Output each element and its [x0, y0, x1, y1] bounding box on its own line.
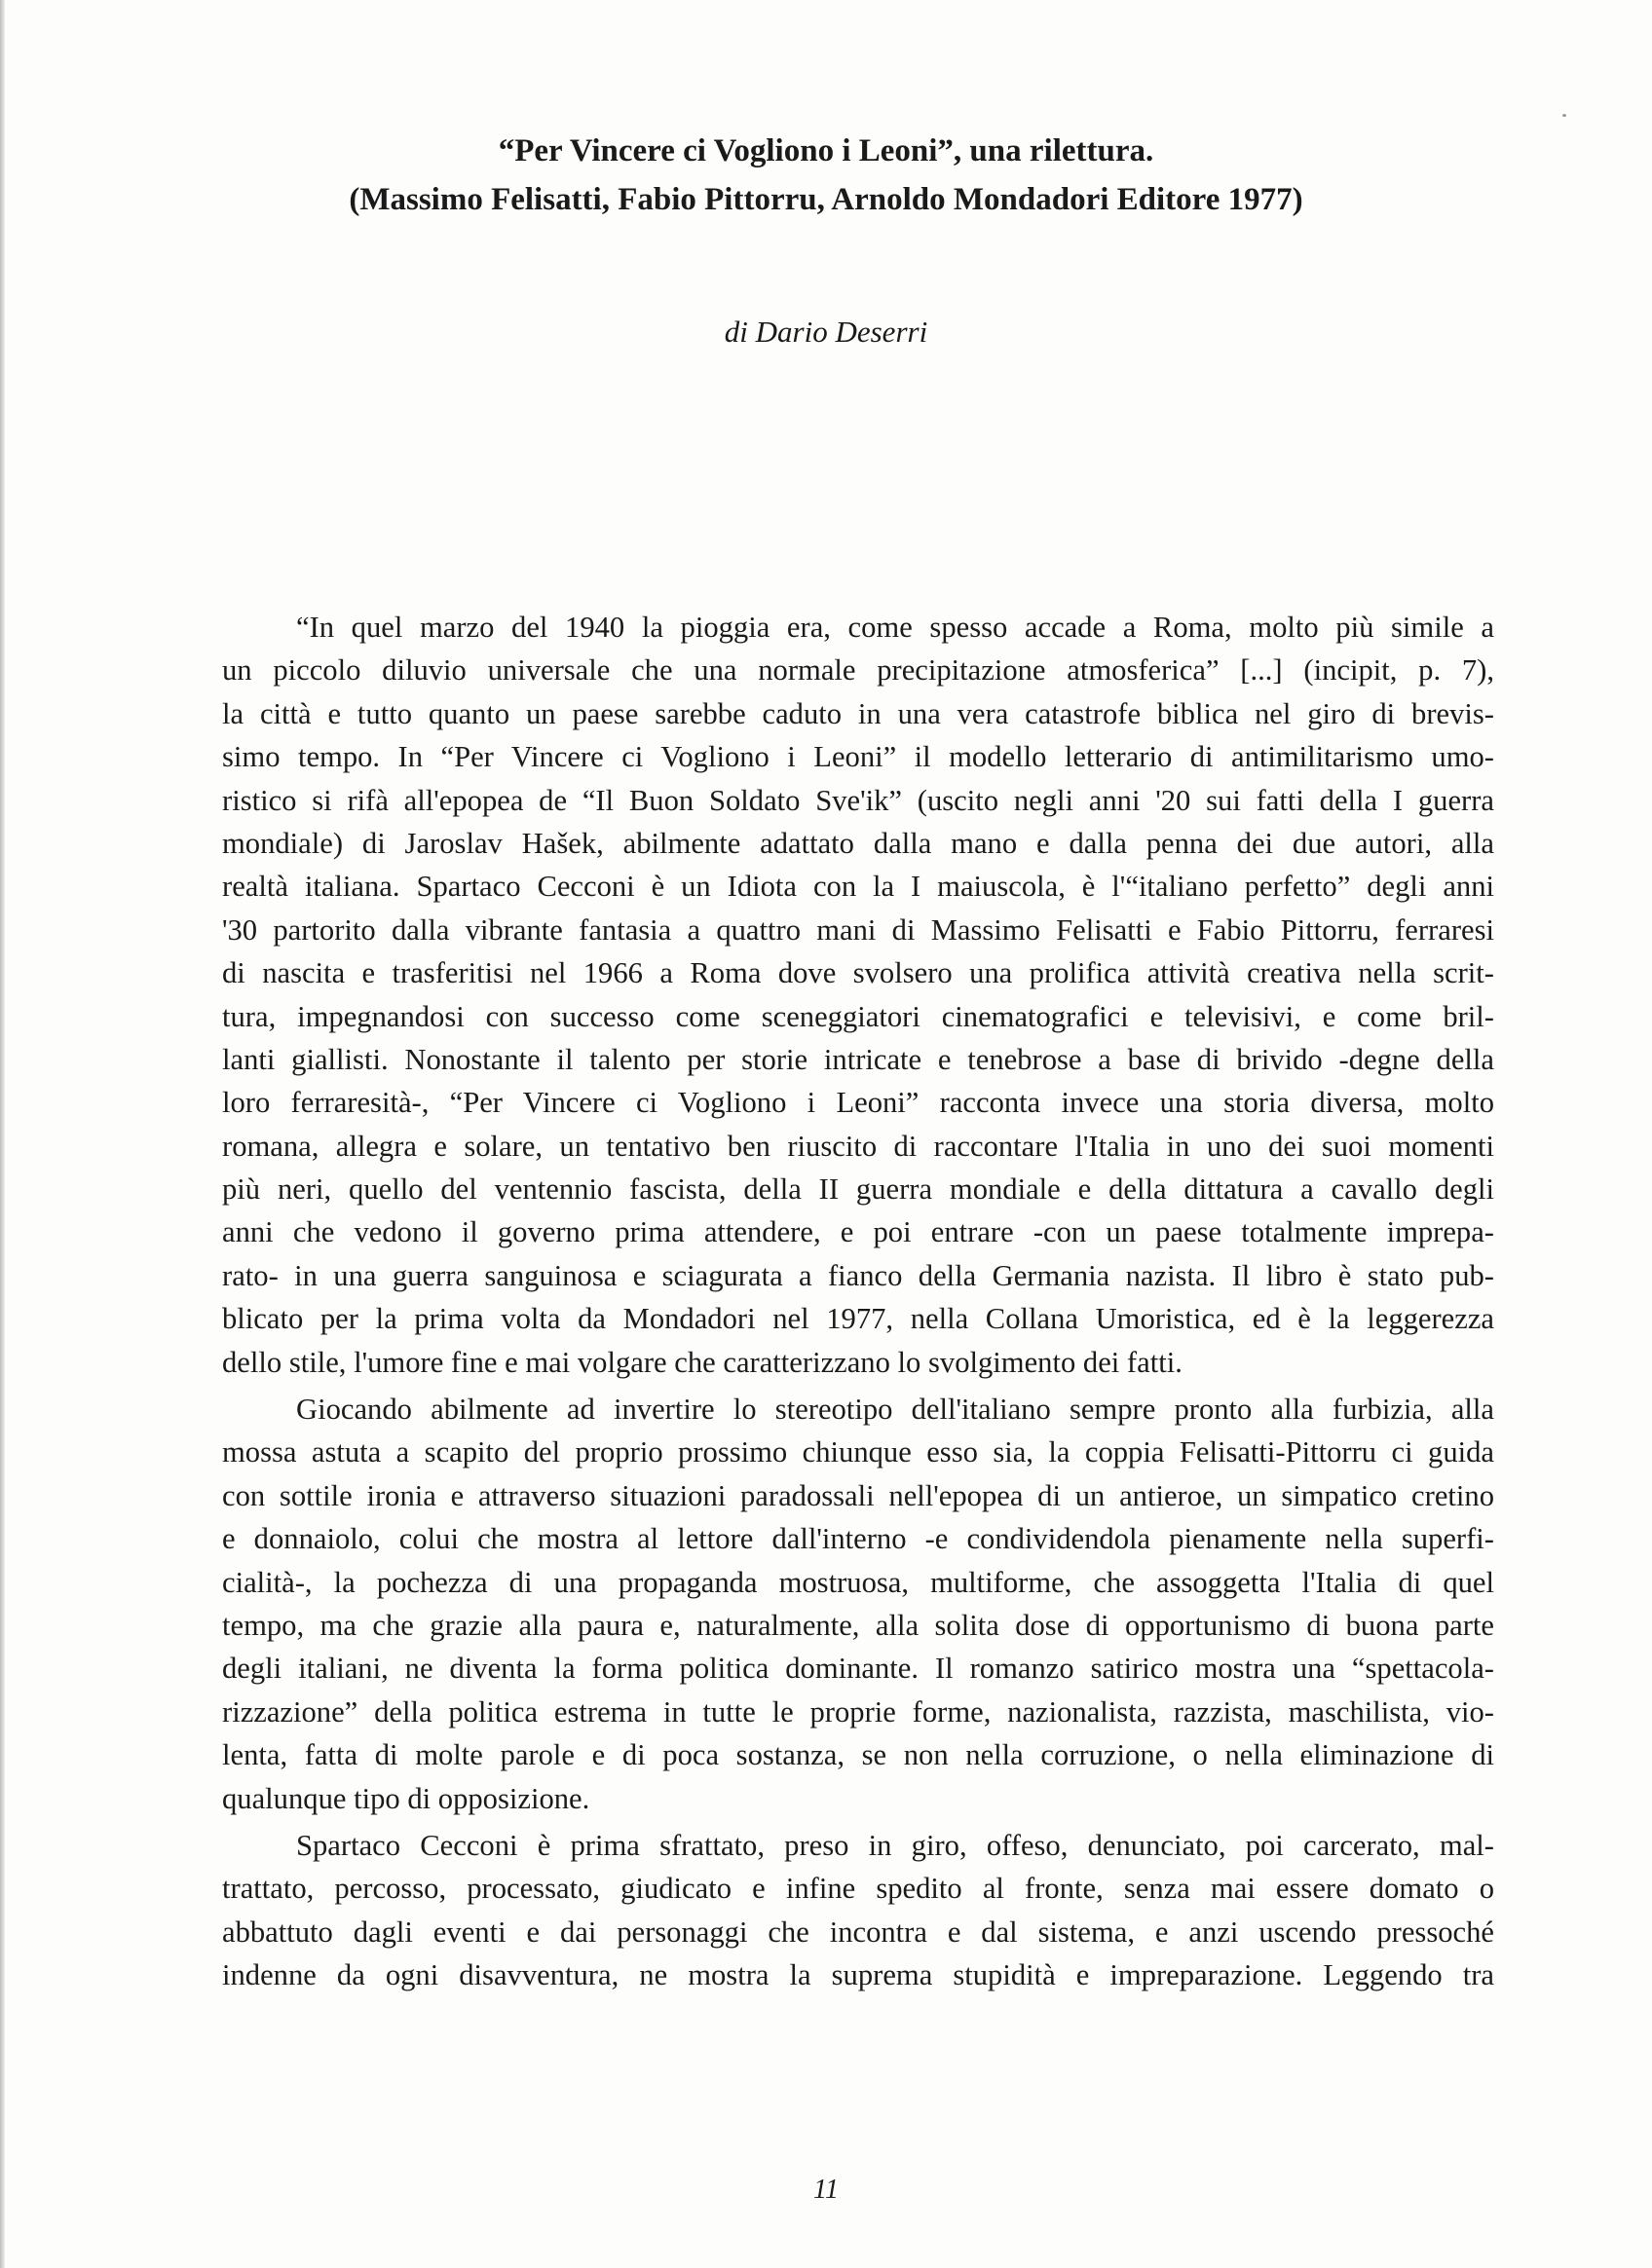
paragraph — [222, 606, 1494, 1384]
text-line: qualunque tipo di opposizione. — [222, 1781, 590, 1815]
text-line: con sottile ironia e attraverso situazioni paradossali nell'epopea di un antieroe, un simpatico cretino — [222, 1478, 1494, 1512]
text-line: anni che vedono il governo prima attendere, e poi entrare -con un paese totalmente imprepa- — [222, 1215, 1494, 1249]
text-line: più neri, quello del ventennio fascista, della II guerra mondiale e della dittatura a cavallo degli — [222, 1172, 1494, 1207]
text-line: dello stile, l'umore fine e mai volgare che caratterizzano lo svolgimento dei fatti. — [222, 1345, 1183, 1379]
text-line: simo tempo. In “Per Vincere ci Vogliono i Leoni” il modello letterario di antimilitarismo umo- — [222, 740, 1494, 774]
text-line: loro ferraresità-, “Per Vincere ci Vogliono i Leoni” racconta invece una storia diversa, molto — [222, 1086, 1494, 1120]
text-line: mossa astuta a scapito del proprio prossimo chiunque esso sia, la coppia Felisatti-Pittorru ci guida — [222, 1435, 1494, 1469]
text-line: romana, allegra e solare, un tentativo ben riuscito di raccontare l'Italia in uno dei suoi momenti — [222, 1129, 1494, 1163]
text-line: di nascita e trasferitisi nel 1966 a Roma dove svolsero una prolifica attività creativa nella scrit- — [222, 956, 1494, 990]
paragraph — [222, 1388, 1494, 1820]
text-line: lenta, fatta di molte parole e di poca sostanza, se non nella corruzione, o nella eliminazione di — [222, 1738, 1494, 1772]
text-line: ristico si rifà all'epopea de “Il Buon Soldato Sve'ik” (uscito negli anni '20 sui fatti della I guerra — [222, 783, 1494, 817]
article-subtitle: (Massimo Felisatti, Fabio Pittorru, Arnoldo Mondadori Editore 1977) — [349, 182, 1303, 217]
text-line: mondiale) di Jaroslav Hašek, abilmente adattato dalla mano e dalla penna dei due autori, alla — [222, 826, 1494, 860]
text-line: la città e tutto quanto un paese sarebbe caduto in una vera catastrofe biblica nel giro di brevis- — [222, 696, 1494, 730]
article-body — [222, 606, 1494, 1997]
text-line: cialità-, la pochezza di una propaganda mostruosa, multiforme, che assoggetta l'Italia di quel — [222, 1565, 1494, 1599]
text-line: rato- in una guerra sanguinosa e sciagurata a fianco della Germania nazista. Il libro è stato pub- — [222, 1258, 1494, 1292]
author-byline: di Dario Deserri — [724, 315, 928, 349]
text-line: “In quel marzo del 1940 la pioggia era, come spesso accade a Roma, molto più simile a — [296, 611, 1494, 644]
text-line: realtà italiana. Spartaco Cecconi è un Idiota con la I maiuscola, è l'“italiano perfetto” degli anni — [222, 870, 1494, 904]
text-line: '30 partorito dalla vibrante fantasia a quattro mani di Massimo Felisatti e Fabio Pittorru, ferraresi — [222, 912, 1494, 947]
text-line: lanti giallisti. Nonostante il talento per storie intricate e tenebrose a base di brivido -degne della — [222, 1042, 1494, 1076]
text-line: tempo, ma che grazie alla paura e, naturalmente, alla solita dose di opportunismo di buona parte — [222, 1608, 1494, 1642]
text-line: blicato per la prima volta da Mondadori nel 1977, nella Collana Umoristica, ed è la leggerezza — [222, 1302, 1494, 1336]
text-line: trattato, percosso, processato, giudicato e infine spedito al fronte, senza mai essere domato o — [222, 1872, 1494, 1906]
text-line: Giocando abilmente ad invertire lo stereotipo dell'italiano sempre pronto alla furbizia, alla — [296, 1393, 1494, 1427]
text-line: degli italiani, ne diventa la forma politica dominante. Il romanzo satirico mostra una “spettacola- — [222, 1652, 1494, 1686]
paragraph — [222, 1824, 1494, 1997]
text-line: indenne da ogni disavventura, ne mostra la suprema stupidità e impreparazione. Leggendo tra — [222, 1958, 1494, 1992]
page-number: 11 — [813, 2175, 839, 2205]
text-line: e donnaiolo, colui che mostra al lettore dall'interno -e condividendola pienamente nella superfi- — [222, 1522, 1494, 1556]
article-title: “Per Vincere ci Vogliono i Leoni”, una rilettura. — [498, 133, 1154, 168]
text-line: Spartaco Cecconi è prima sfrattato, preso in giro, offeso, denunciato, poi carcerato, mal- — [296, 1828, 1494, 1862]
text-line: tura, impegnandosi con successo come sceneggiatori cinematografici e televisivi, e come bril- — [222, 999, 1494, 1033]
text-line: un piccolo diluvio universale che una normale precipitazione atmosferica” [...] (incipit, p. 7), — [222, 653, 1494, 688]
text-line: abbattuto dagli eventi e dai personaggi che incontra e dal sistema, e anzi uscendo pressoché — [222, 1915, 1494, 1949]
text-line: rizzazione” della politica estrema in tutte le proprie forme, nazionalista, razzista, maschilista, vio- — [222, 1694, 1494, 1729]
scan-speck — [1562, 114, 1566, 117]
